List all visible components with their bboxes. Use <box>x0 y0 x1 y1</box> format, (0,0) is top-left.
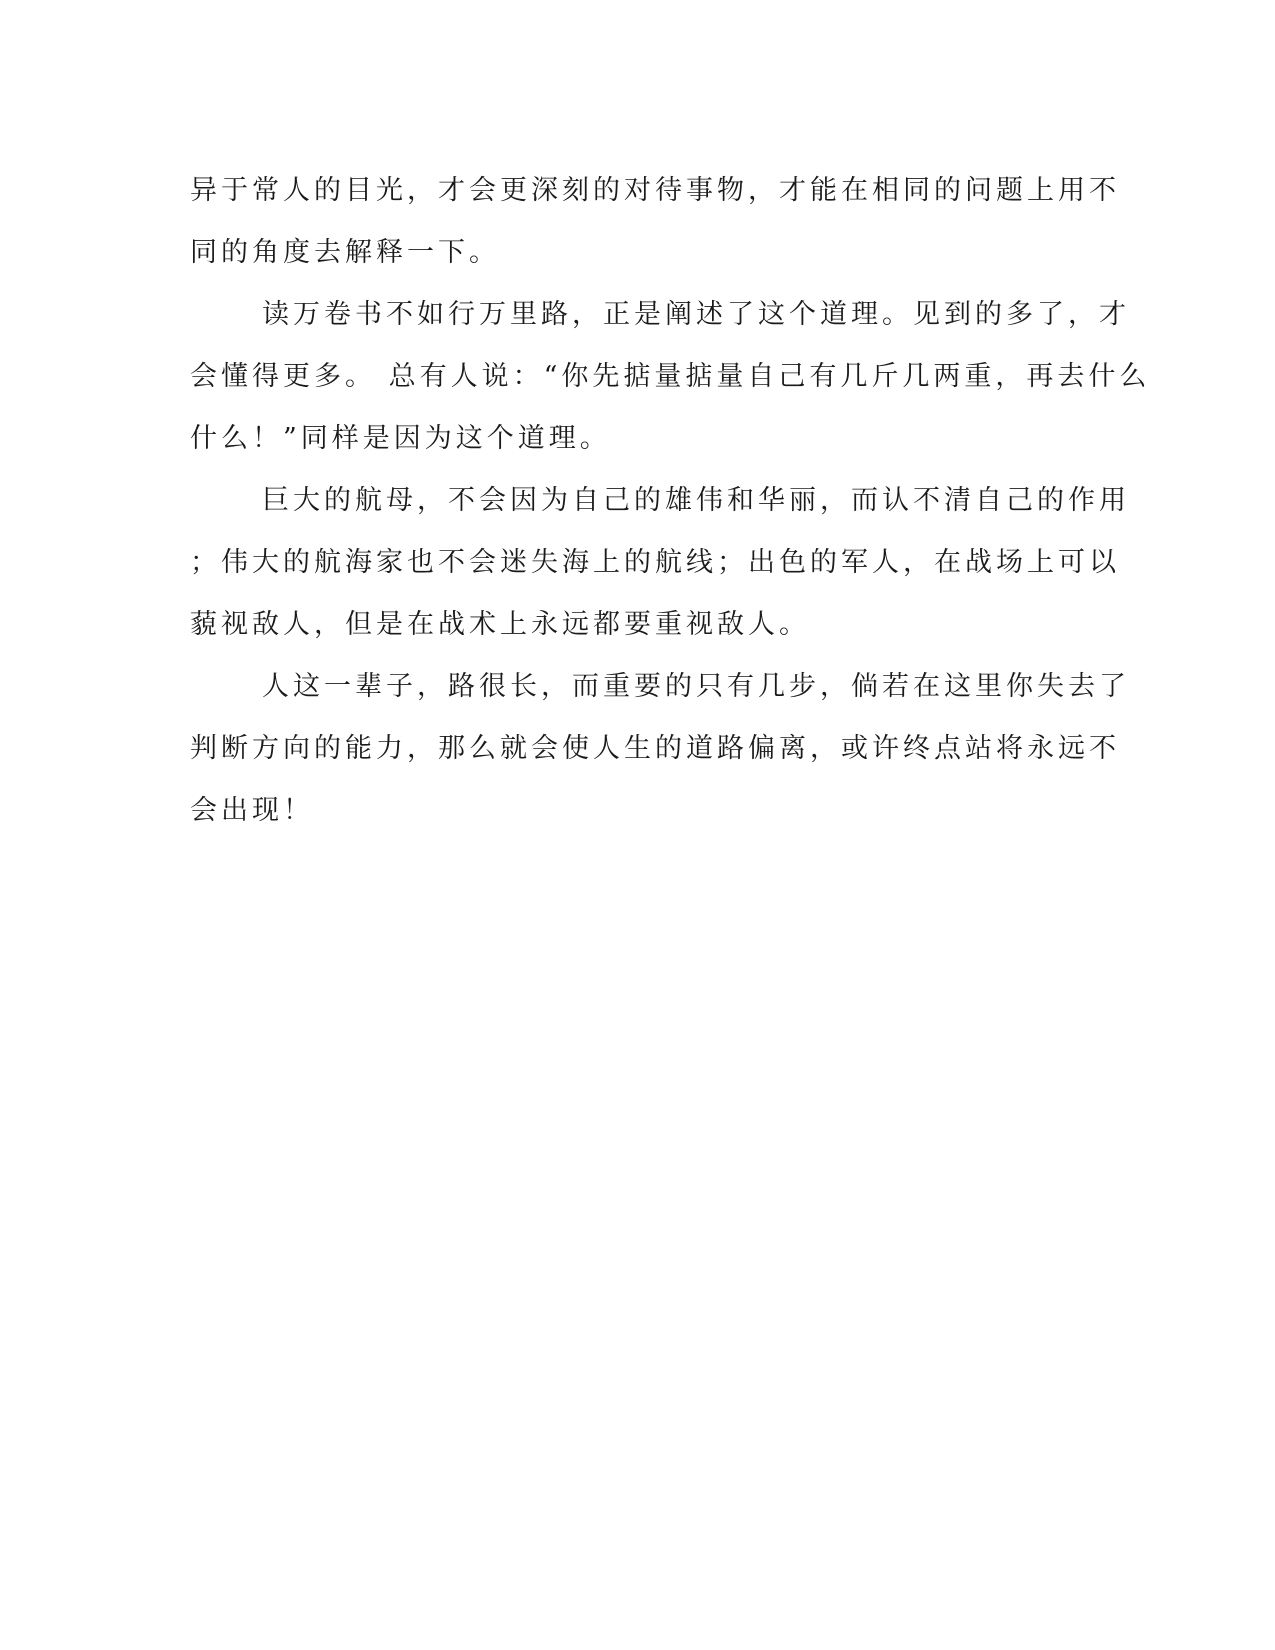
text-line: 巨大的航母，不会因为自己的雄伟和华丽，而认不清自己的作用 <box>262 485 1130 516</box>
paragraph <box>190 160 1120 284</box>
document-body <box>190 160 1151 842</box>
text-line: 读万卷书不如行万里路，正是阐述了这个道理。见到的多了，才 <box>262 299 1130 330</box>
text-line: 会懂得更多。 总有人说：“你先掂量掂量自己有几斤几两重，再去什么 <box>190 361 1151 392</box>
text-line: 异于常人的目光，才会更深刻的对待事物，才能在相同的问题上用不 <box>190 175 1120 206</box>
text-line: 判断方向的能力，那么就会使人生的道路偏离，或许终点站将永远不 <box>190 733 1120 764</box>
text-line: 会出现！ <box>190 795 314 826</box>
text-line: 同的角度去解释一下。 <box>190 237 500 268</box>
paragraph <box>190 656 1130 842</box>
paragraph <box>190 284 1151 470</box>
text-line: 藐视敌人，但是在战术上永远都要重视敌人。 <box>190 609 810 640</box>
paragraph <box>190 470 1130 656</box>
text-line: 人这一辈子，路很长，而重要的只有几步，倘若在这里你失去了 <box>262 671 1130 702</box>
text-line: ；伟大的航海家也不会迷失海上的航线；出色的军人，在战场上可以 <box>190 547 1120 578</box>
text-line: 什么！”同样是因为这个道理。 <box>190 423 611 454</box>
